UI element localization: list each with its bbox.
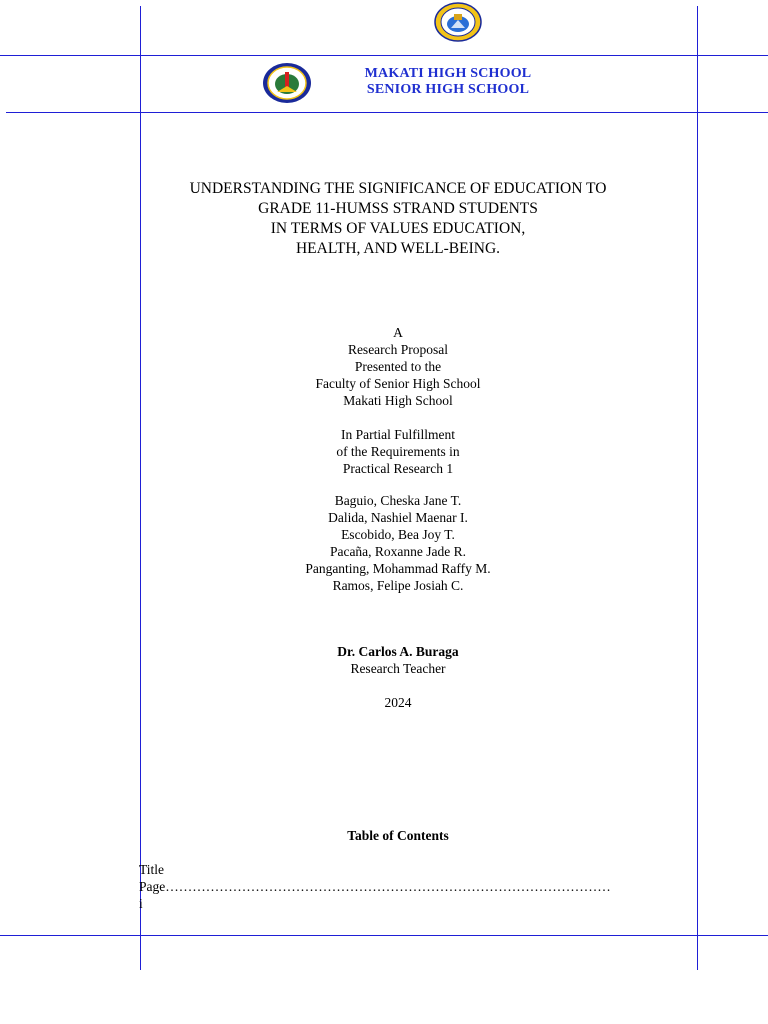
toc-heading: Table of Contents <box>347 828 449 843</box>
presentation-line: Research Proposal <box>347 342 449 357</box>
year <box>200 694 596 711</box>
title-line: UNDERSTANDING THE SIGNIFICANCE OF EDUCATION TO <box>189 180 607 197</box>
research-title <box>130 179 666 259</box>
presentation-line: Faculty of Senior High School <box>315 376 481 391</box>
margin-line-footer <box>0 935 768 936</box>
presentation-line: Presented to the <box>354 359 442 374</box>
fulfillment-line: Practical Research 1 <box>342 461 454 476</box>
author-name: Dalida, Nashiel Maenar I. <box>328 510 468 525</box>
margin-line-right <box>697 6 698 970</box>
toc-line: Title <box>139 862 165 877</box>
table-of-contents <box>139 861 669 912</box>
school-seal-icon <box>262 62 312 104</box>
title-line: IN TERMS OF VALUES EDUCATION, <box>270 220 526 237</box>
adviser-role: Research Teacher <box>350 661 446 676</box>
title-line: HEALTH, AND WELL-BEING. <box>295 240 501 257</box>
title-line: GRADE 11-HUMSS STRAND STUDENTS <box>258 200 538 217</box>
author-name: Ramos, Felipe Josiah C. <box>332 578 464 593</box>
fulfillment-block <box>200 426 596 477</box>
fulfillment-line: of the Requirements in <box>336 444 460 459</box>
year-text: 2024 <box>384 695 412 710</box>
margin-line-left <box>140 6 141 970</box>
school-name <box>330 66 566 98</box>
margin-line-header-top <box>0 55 768 56</box>
presentation-line: A <box>393 325 403 340</box>
school-seal-icon <box>434 2 482 42</box>
school-name-line1: MAKATI HIGH SCHOOL <box>364 66 532 81</box>
school-name-line2: SENIOR HIGH SCHOOL <box>366 82 530 97</box>
adviser-name: Dr. Carlos A. Buraga <box>337 644 459 659</box>
presentation-block <box>200 324 596 409</box>
author-name: Pacaña, Roxanne Jade R. <box>329 544 467 559</box>
fulfillment-line: In Partial Fulfillment <box>341 427 455 442</box>
author-name: Escobido, Bea Joy T. <box>341 527 455 542</box>
adviser-block <box>200 643 596 677</box>
author-name: Panganting, Mohammad Raffy M. <box>305 561 491 576</box>
toc-line: i <box>139 896 143 911</box>
toc-line: Page……………………………………………………………………………………… <box>139 879 611 894</box>
presentation-line: Makati High School <box>343 393 453 408</box>
authors-list <box>200 492 596 594</box>
margin-line-header-bottom <box>6 112 768 113</box>
author-name: Baguio, Cheska Jane T. <box>334 493 462 508</box>
